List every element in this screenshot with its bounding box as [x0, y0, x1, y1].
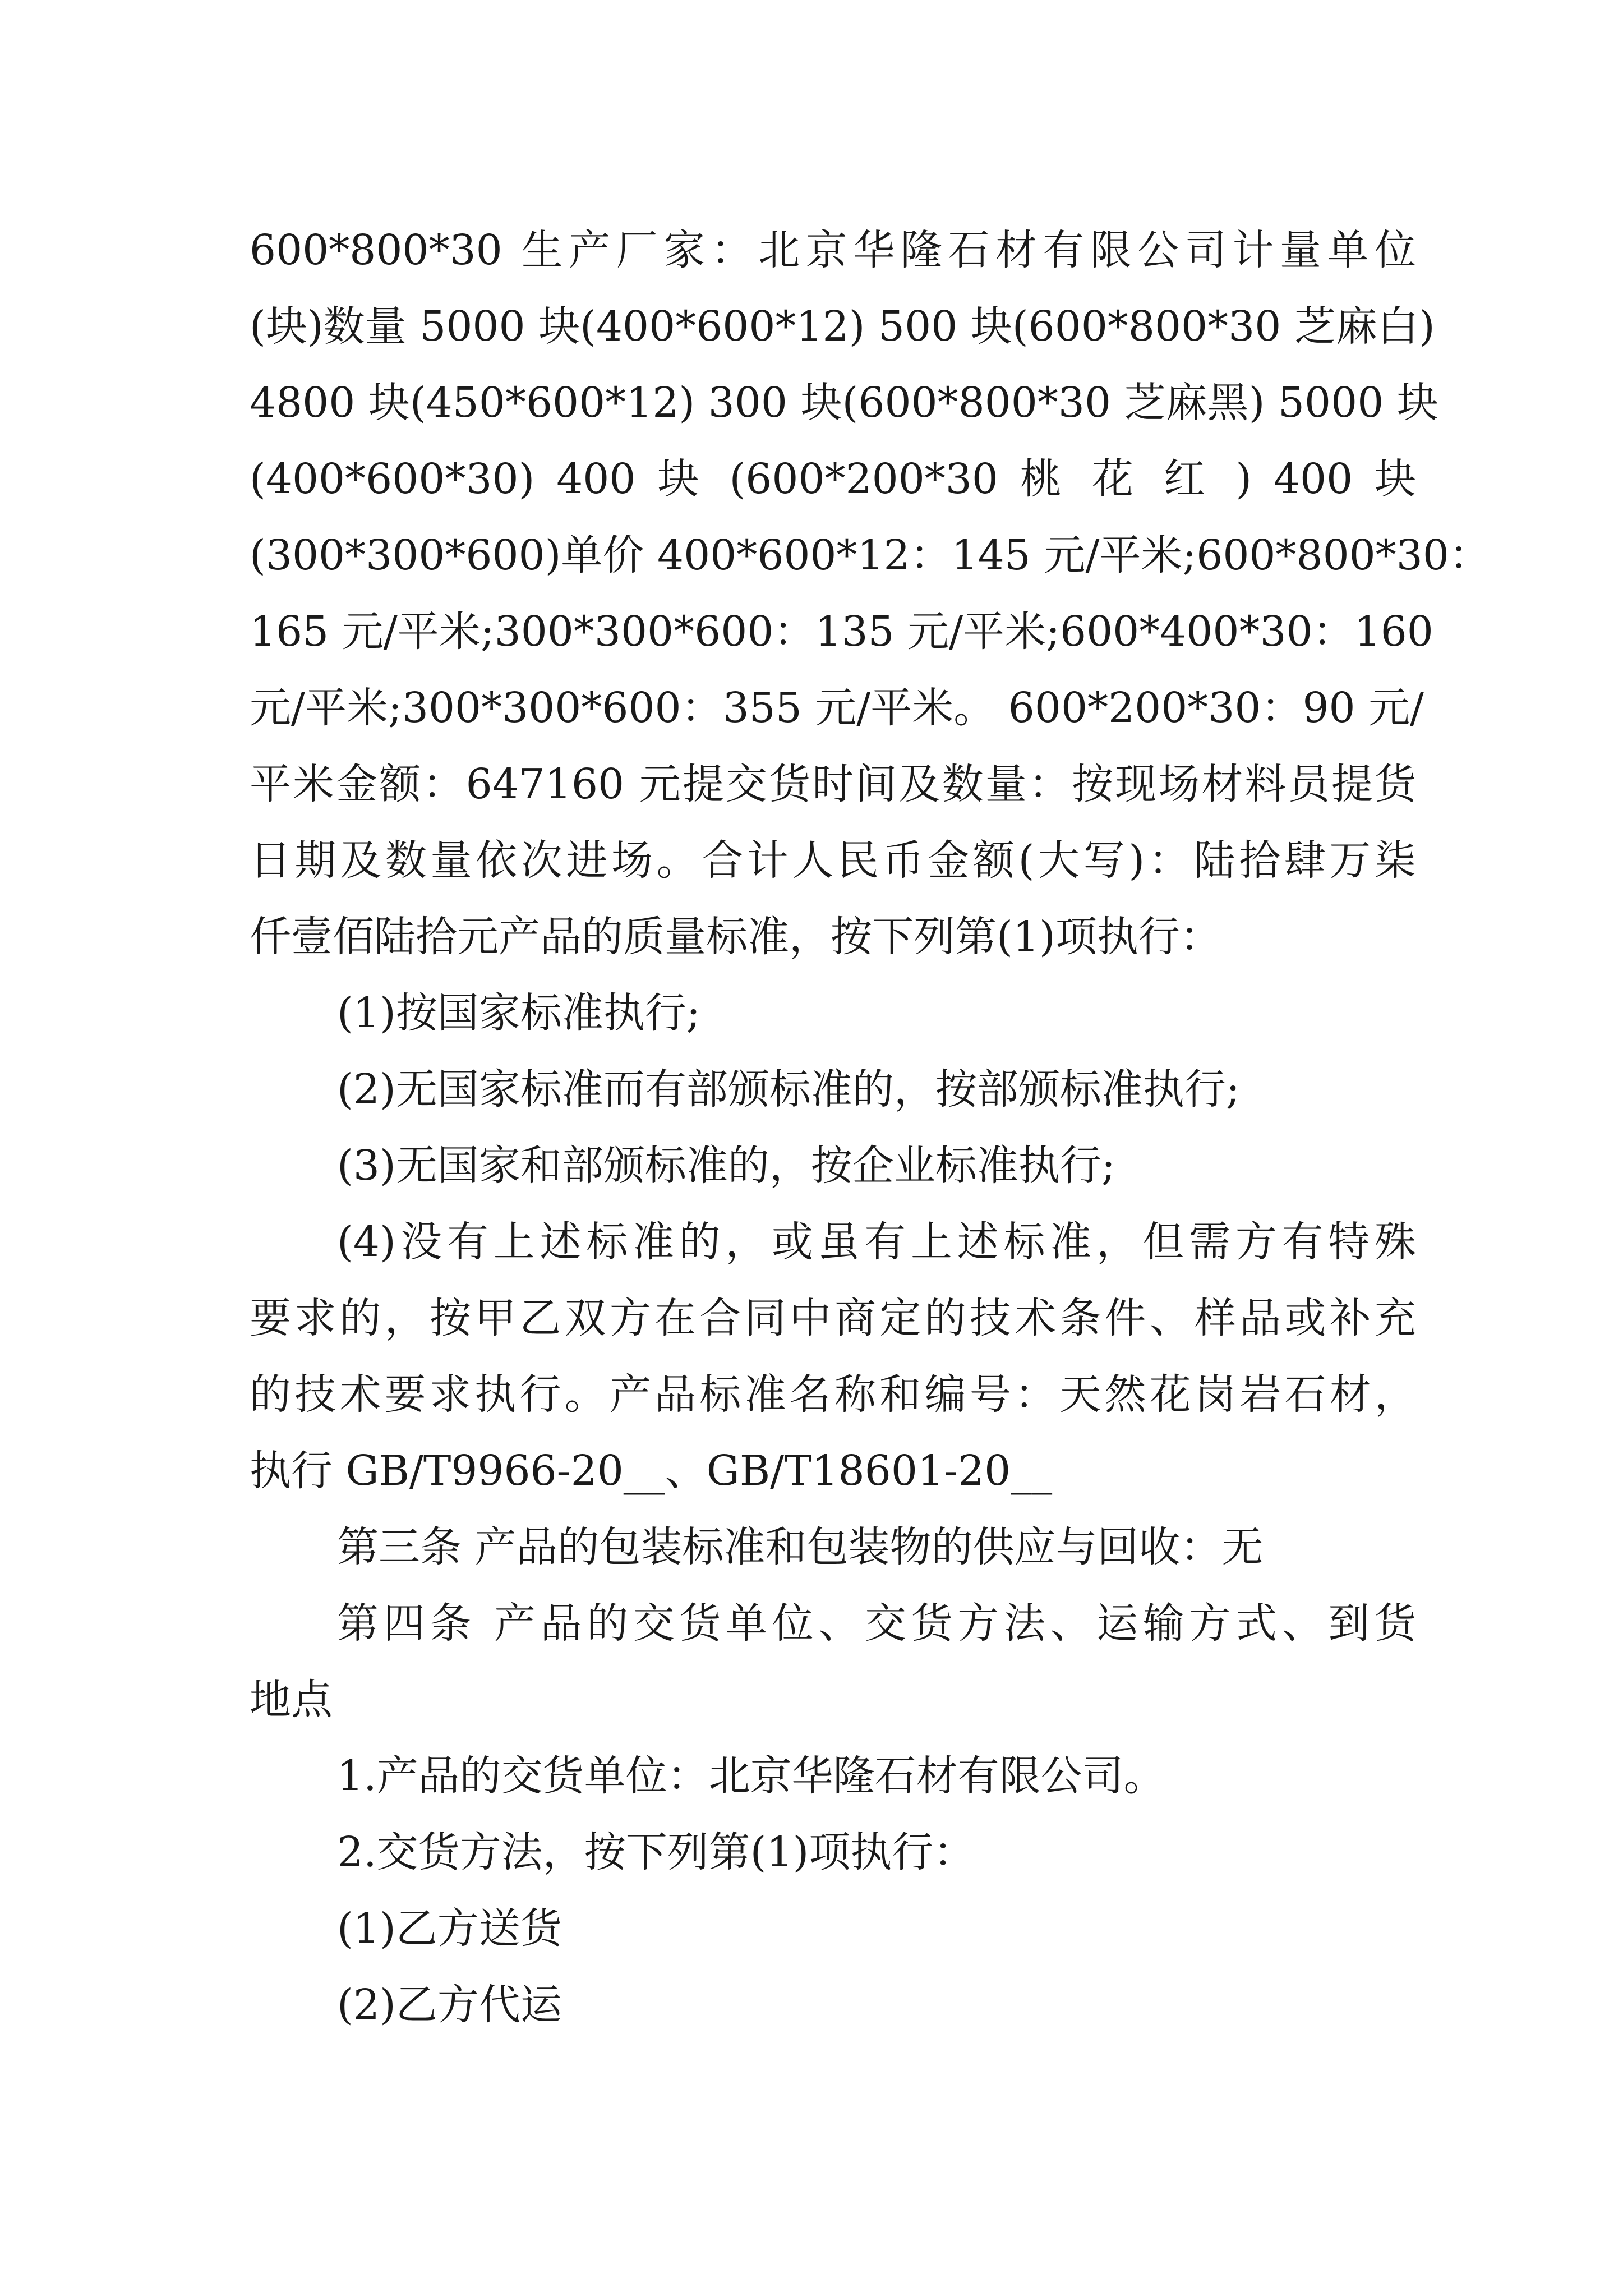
text-line: 要求的，按甲乙双方在合同中商定的技术条件、样品或补充: [250, 1294, 1416, 1342]
text-line: 地点: [250, 1676, 333, 1724]
text-line: (400*600*30) 400 块 (600*200*30 桃 花 红 ) 400 块: [250, 455, 1416, 503]
text-line: (2)乙方代运: [337, 1981, 562, 2029]
text-line: 仟壹佰陆拾元产品的质量标准，按下列第(1)项执行：: [250, 913, 1221, 961]
text-line: 元/平米;300*300*600：355 元/平米。 600*200*30：90 元/: [250, 684, 1424, 732]
text-line: 4800 块(450*600*12) 300 块(600*800*30 芝麻黑) 5000 块: [250, 379, 1438, 427]
text-line: 第三条 产品的包装标准和包装物的供应与回收：无: [337, 1523, 1264, 1571]
text-line: 日期及数量依次进场。合计人民币金额(大写)：陆拾肆万柒: [250, 836, 1416, 885]
text-line: (4)没有上述标准的，或虽有上述标准，但需方有特殊: [337, 1218, 1416, 1266]
text-line: 执行 GB/T9966-20__、GB/T18601-20__: [250, 1447, 1053, 1495]
text-line: 2.交货方法，按下列第(1)项执行：: [337, 1828, 975, 1876]
text-line: 165 元/平米;300*300*600：135 元/平米;600*400*30：160: [250, 608, 1433, 656]
text-line: 1.产品的交货单位：北京华隆石材有限公司。: [337, 1752, 1165, 1800]
text-line: 的技术要求执行。产品标准名称和编号：天然花岗岩石材，: [250, 1370, 1416, 1419]
text-line: (300*300*600)单价 400*600*12：145 元/平米;600*800*30：: [250, 531, 1491, 579]
text-line: 600*800*30 生产厂家：北京华隆石材有限公司计量单位: [250, 226, 1416, 274]
text-line: (1)乙方送货: [337, 1904, 562, 1953]
document-body: [250, 212, 1491, 2043]
text-line: (2)无国家标准而有部颁标准的，按部颁标准执行;: [337, 1065, 1240, 1114]
text-line: (块)数量 5000 块(400*600*12) 500 块(600*800*30 芝麻白): [250, 302, 1435, 351]
text-line: (1)按国家标准执行;: [337, 989, 700, 1037]
text-line: (3)无国家和部颁标准的，按企业标准执行;: [337, 1142, 1115, 1190]
text-line: 第四条 产品的交货单位、交货方法、运输方式、到货: [337, 1599, 1416, 1648]
text-line: 平米金额：647160 元提交货时间及数量：按现场材料员提货: [250, 760, 1416, 808]
